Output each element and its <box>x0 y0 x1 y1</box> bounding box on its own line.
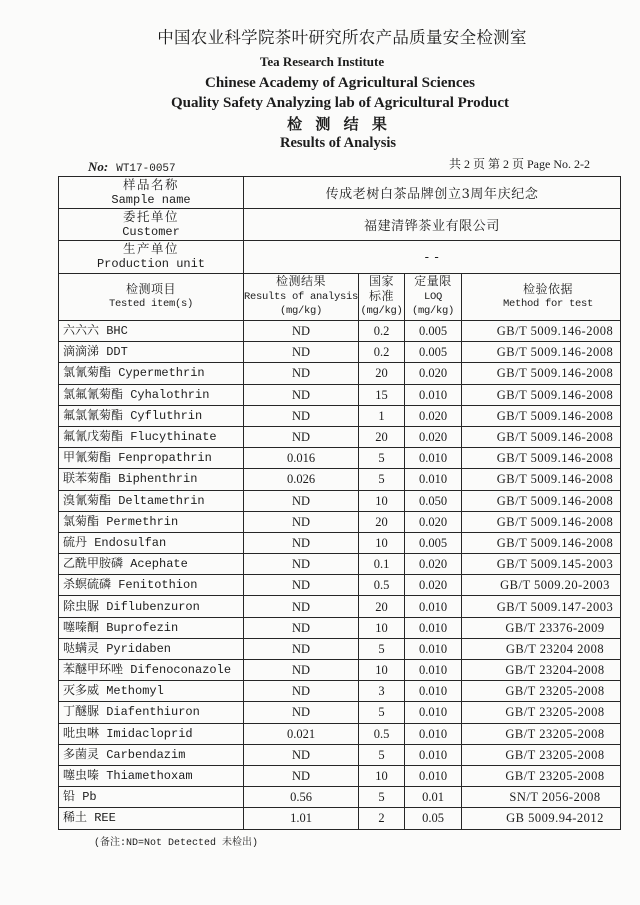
result-row <box>59 702 621 723</box>
cell-method: GB/T 5009.145-2003 <box>462 554 621 575</box>
cell-loq: 0.010 <box>405 660 462 681</box>
cell-item: 噻虫嗪 Thiamethoxam <box>59 765 244 786</box>
cell-method: GB/T 5009.146-2008 <box>462 405 621 426</box>
result-row <box>59 787 621 808</box>
cell-result: ND <box>244 744 359 765</box>
cell-item: 联苯菊酯 Biphenthrin <box>59 469 244 490</box>
info-label <box>59 241 244 274</box>
result-row <box>59 405 621 426</box>
cell-method: GB/T 23204 2008 <box>462 638 621 659</box>
cell-item: 丁醚脲 Diafenthiuron <box>59 702 244 723</box>
cell-result: ND <box>244 638 359 659</box>
cell-method: GB/T 5009.146-2008 <box>462 342 621 363</box>
cell-result: 0.016 <box>244 448 359 469</box>
cell-method: GB/T 23204-2008 <box>462 660 621 681</box>
cell-loq: 0.010 <box>405 744 462 765</box>
cell-item: 铅 Pb <box>59 787 244 808</box>
result-row <box>59 808 621 829</box>
cell-item: 吡虫啉 Imidacloprid <box>59 723 244 744</box>
result-row <box>59 384 621 405</box>
cell-result: ND <box>244 702 359 723</box>
academy-name-en: Chinese Academy of Agricultural Sciences <box>205 75 475 91</box>
cell-standard: 5 <box>359 638 405 659</box>
col-header-line: 检测项目 <box>125 282 176 297</box>
cell-loq: 0.010 <box>405 617 462 638</box>
cell-result: ND <box>244 681 359 702</box>
col-header-loq <box>405 274 462 321</box>
cell-item: 除虫脲 Diflubenzuron <box>59 596 244 617</box>
cell-standard: 15 <box>359 384 405 405</box>
cell-result: ND <box>244 532 359 553</box>
col-header-line: 检验依据 <box>522 282 573 297</box>
cell-standard: 20 <box>359 511 405 532</box>
cell-standard: 5 <box>359 469 405 490</box>
cell-result: 0.026 <box>244 469 359 490</box>
cell-standard: 5 <box>359 702 405 723</box>
info-label-en: Sample name <box>111 192 191 207</box>
cell-result: ND <box>244 575 359 596</box>
cell-standard: 10 <box>359 617 405 638</box>
footnote: (备注:ND=Not Detected 未检出) <box>94 838 259 849</box>
cell-standard: 10 <box>359 490 405 511</box>
cell-result: ND <box>244 405 359 426</box>
col-header-standard <box>359 274 405 321</box>
cell-item: 氯菊酯 Permethrin <box>59 511 244 532</box>
col-header-line: Results of analysis <box>244 290 359 303</box>
col-header-line: LOQ <box>423 290 442 303</box>
report-number-label: No: <box>88 159 109 174</box>
cell-method: GB/T 5009.147-2003 <box>462 596 621 617</box>
col-header-line: (mg/kg) <box>279 305 322 318</box>
cell-method: GB/T 5009.146-2008 <box>462 448 621 469</box>
result-row <box>59 575 621 596</box>
result-row <box>59 363 621 384</box>
cell-standard: 2 <box>359 808 405 829</box>
cell-method: GB/T 5009.146-2008 <box>462 384 621 405</box>
cell-loq: 0.010 <box>405 638 462 659</box>
cell-loq: 0.020 <box>405 554 462 575</box>
cell-result: ND <box>244 490 359 511</box>
cell-standard: 10 <box>359 532 405 553</box>
cell-result: ND <box>244 596 359 617</box>
col-header-result <box>244 274 359 321</box>
cell-method: GB/T 23205-2008 <box>462 765 621 786</box>
col-header-line: 标准 <box>368 289 394 304</box>
cell-standard: 20 <box>359 426 405 447</box>
cell-standard: 5 <box>359 448 405 469</box>
cell-standard: 5 <box>359 787 405 808</box>
cell-method: SN/T 2056-2008 <box>462 787 621 808</box>
info-row-production-unit <box>59 241 621 274</box>
cell-standard: 3 <box>359 681 405 702</box>
cell-result: ND <box>244 426 359 447</box>
result-row <box>59 744 621 765</box>
cell-standard: 10 <box>359 765 405 786</box>
info-label <box>59 209 244 241</box>
cell-method: GB/T 5009.146-2008 <box>462 321 621 342</box>
col-header-line: 检测结果 <box>275 275 326 290</box>
cell-loq: 0.010 <box>405 448 462 469</box>
result-row <box>59 469 621 490</box>
cell-loq: 0.005 <box>405 342 462 363</box>
cell-result: ND <box>244 321 359 342</box>
info-value: 福建清铧茶业有限公司 <box>244 209 621 241</box>
cell-method: GB 5009.94-2012 <box>462 808 621 829</box>
cell-item: 哒螨灵 Pyridaben <box>59 638 244 659</box>
cell-loq: 0.020 <box>405 405 462 426</box>
column-header-row <box>59 274 621 321</box>
cell-result: ND <box>244 660 359 681</box>
cell-standard: 10 <box>359 660 405 681</box>
report-number <box>88 159 176 177</box>
info-label-en: Production unit <box>96 257 206 271</box>
cell-item: 多菌灵 Carbendazim <box>59 744 244 765</box>
cell-standard: 0.1 <box>359 554 405 575</box>
cell-standard: 5 <box>359 744 405 765</box>
sample-info <box>59 177 621 321</box>
results-body <box>59 321 621 830</box>
cell-item: 甲氰菊酯 Fenpropathrin <box>59 448 244 469</box>
cell-loq: 0.020 <box>405 511 462 532</box>
report-number-value: WT17-0057 <box>116 163 176 175</box>
cell-item: 六六六 BHC <box>59 321 244 342</box>
result-row <box>59 490 621 511</box>
cell-standard: 0.2 <box>359 321 405 342</box>
results-table <box>58 176 621 830</box>
page-indicator: 共 2 页 第 2 页 Page No. 2-2 <box>449 157 590 171</box>
result-row <box>59 532 621 553</box>
result-row <box>59 723 621 744</box>
cell-loq: 0.010 <box>405 469 462 490</box>
result-row <box>59 765 621 786</box>
cell-method: GB/T 5009.146-2008 <box>462 426 621 447</box>
cell-loq: 0.010 <box>405 702 462 723</box>
cell-result: ND <box>244 511 359 532</box>
cell-item: 氯氟氰菊酯 Cyhalothrin <box>59 384 244 405</box>
info-row-customer <box>59 209 621 241</box>
report-title-cn: 检 测 结 果 <box>287 115 391 133</box>
col-header-line: Tested item(s) <box>108 298 193 310</box>
cell-item: 滴滴涕 DDT <box>59 342 244 363</box>
cell-item: 溴氰菊酯 Deltamethrin <box>59 490 244 511</box>
cell-loq: 0.010 <box>405 765 462 786</box>
cell-item: 乙酰甲胺磷 Acephate <box>59 554 244 575</box>
cell-item: 灭多威 Methomyl <box>59 681 244 702</box>
cell-method: GB/T 5009.146-2008 <box>462 511 621 532</box>
cell-loq: 0.01 <box>405 787 462 808</box>
result-row <box>59 638 621 659</box>
result-row <box>59 448 621 469</box>
cell-method: GB/T 23376-2009 <box>462 617 621 638</box>
cell-loq: 0.020 <box>405 426 462 447</box>
info-row-sample-name <box>59 177 621 209</box>
cell-standard: 0.2 <box>359 342 405 363</box>
cell-method: GB/T 23205-2008 <box>462 702 621 723</box>
result-row <box>59 660 621 681</box>
cell-item: 氯氰菊酯 Cypermethrin <box>59 363 244 384</box>
cell-standard: 20 <box>359 363 405 384</box>
lab-name-en: Quality Safety Analyzing lab of Agricultural Product <box>170 95 510 111</box>
result-row <box>59 596 621 617</box>
cell-loq: 0.020 <box>405 575 462 596</box>
cell-result: ND <box>244 765 359 786</box>
result-row <box>59 426 621 447</box>
cell-item: 氟氰戊菊酯 Flucythinate <box>59 426 244 447</box>
info-label <box>59 177 244 209</box>
cell-loq: 0.020 <box>405 363 462 384</box>
cell-method: GB/T 23205-2008 <box>462 744 621 765</box>
col-header-line: (mg/kg) <box>411 305 454 318</box>
info-label-en: Customer <box>122 224 180 239</box>
cell-standard: 0.5 <box>359 723 405 744</box>
cell-item: 苯醚甲环唑 Difenoconazole <box>59 660 244 681</box>
cell-loq: 0.010 <box>405 723 462 744</box>
cell-method: GB/T 23205-2008 <box>462 723 621 744</box>
cell-loq: 0.005 <box>405 321 462 342</box>
cell-loq: 0.050 <box>405 490 462 511</box>
result-row <box>59 342 621 363</box>
cell-method: GB/T 5009.146-2008 <box>462 363 621 384</box>
cell-result: 1.01 <box>244 808 359 829</box>
col-header-item <box>59 274 244 321</box>
cell-result: ND <box>244 554 359 575</box>
cell-method: GB/T 5009.146-2008 <box>462 532 621 553</box>
info-label-cn: 委托单位 <box>122 210 179 225</box>
cell-item: 硫丹 Endosulfan <box>59 532 244 553</box>
cell-standard: 20 <box>359 596 405 617</box>
institute-title-cn: 中国农业科学院茶叶研究所农产品质量安全检测室 <box>157 28 527 47</box>
cell-result: ND <box>244 384 359 405</box>
result-row <box>59 321 621 342</box>
col-header-line: Method for test <box>502 298 593 310</box>
cell-loq: 0.010 <box>405 681 462 702</box>
cell-loq: 0.005 <box>405 532 462 553</box>
col-header-method <box>462 274 621 321</box>
cell-loq: 0.010 <box>405 384 462 405</box>
info-label-cn: 生产单位 <box>122 243 179 257</box>
cell-result: 0.56 <box>244 787 359 808</box>
info-value: 传成老树白茶品牌创立3周年庆纪念 <box>244 177 621 209</box>
cell-result: ND <box>244 363 359 384</box>
info-value: - - <box>244 241 621 274</box>
cell-standard: 1 <box>359 405 405 426</box>
col-header-line: (mg/kg) <box>360 305 403 318</box>
info-label-cn: 样品名称 <box>122 178 179 193</box>
result-row <box>59 511 621 532</box>
report-title-en: Results of Analysis <box>279 135 397 151</box>
cell-result: ND <box>244 342 359 363</box>
cell-item: 杀螟硫磷 Fenitothion <box>59 575 244 596</box>
cell-item: 稀土 REE <box>59 808 244 829</box>
institute-name-en: Tea Research Institute <box>259 54 385 69</box>
cell-method: GB/T 5009.146-2008 <box>462 469 621 490</box>
cell-result: ND <box>244 617 359 638</box>
cell-loq: 0.010 <box>405 596 462 617</box>
cell-item: 氟氯氰菊酯 Cyfluthrin <box>59 405 244 426</box>
cell-item: 噻嗪酮 Buprofezin <box>59 617 244 638</box>
result-row <box>59 617 621 638</box>
cell-method: GB/T 5009.20-2003 <box>462 575 621 596</box>
cell-result: 0.021 <box>244 723 359 744</box>
cell-method: GB/T 5009.146-2008 <box>462 490 621 511</box>
cell-loq: 0.05 <box>405 808 462 829</box>
col-header-line: 定量限 <box>414 275 452 290</box>
cell-method: GB/T 23205-2008 <box>462 681 621 702</box>
result-row <box>59 681 621 702</box>
cell-standard: 0.5 <box>359 575 405 596</box>
result-row <box>59 554 621 575</box>
col-header-line: 国家 <box>368 275 394 290</box>
